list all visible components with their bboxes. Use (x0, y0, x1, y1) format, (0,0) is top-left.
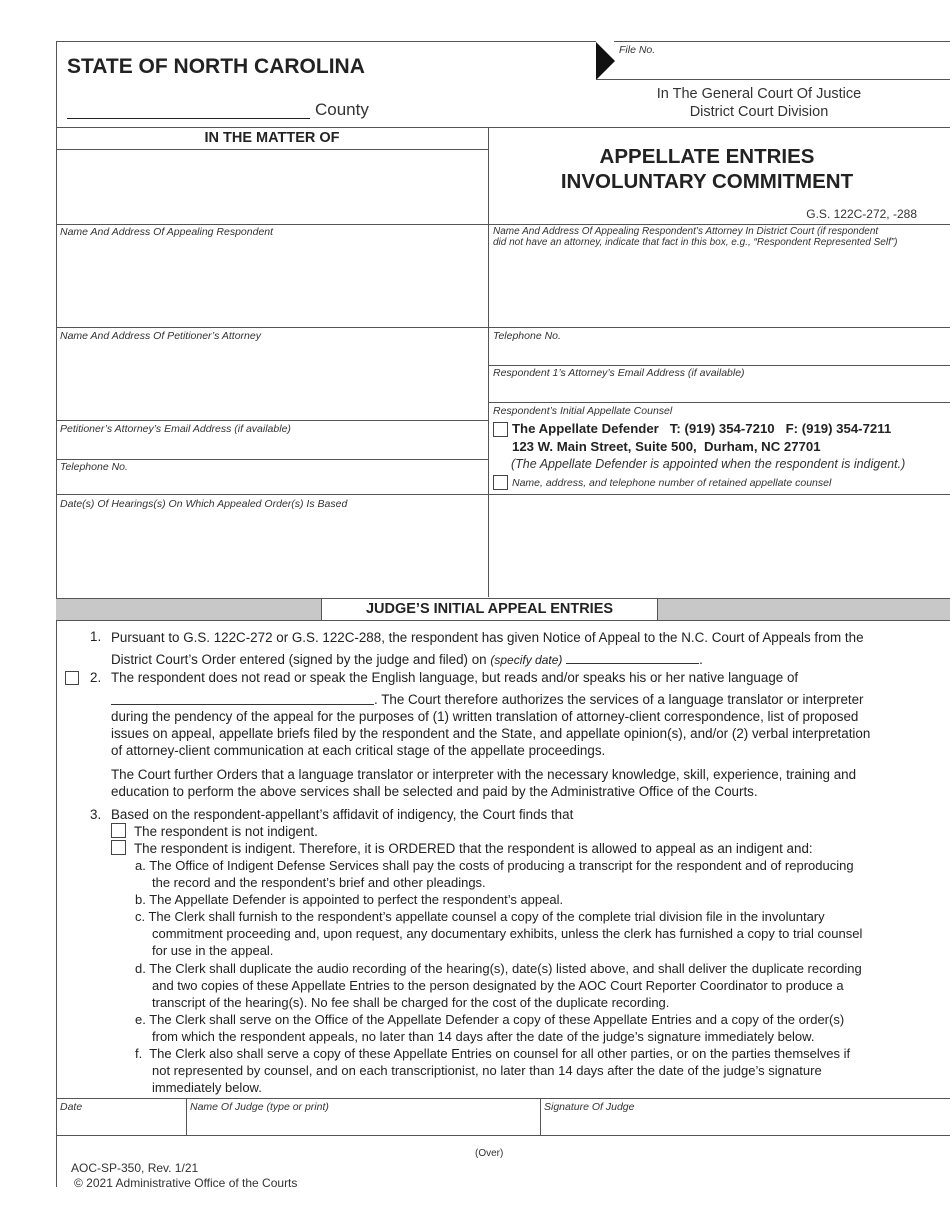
item2-line-2: . The Court therefore authorizes the services of a language translator or interpreter (374, 692, 864, 707)
item3-d-line-3: transcript of the hearing(s). No fee shall be charged for the cost of the duplicate recording. (152, 995, 670, 1010)
row-divider-2 (56, 327, 950, 328)
item3-number: 3. (90, 807, 102, 822)
not-indigent-label: The respondent is not indigent. (134, 824, 318, 839)
appellate-defender-line-2: 123 W. Main Street, Suite 500, Durham, NC 27701 (512, 439, 821, 454)
left-divider-5 (56, 494, 488, 495)
not-indigent-checkbox[interactable] (111, 823, 126, 838)
item2-checkbox[interactable] (65, 671, 79, 685)
item3-intro: Based on the respondent-appellant’s affidavit of indigency, the Court finds that (111, 807, 574, 822)
item2-para2-line-1: The Court further Orders that a language translator or interpreter with the necessary knowledge, skill, experience, training and (111, 767, 857, 782)
item3-e-line-1: e. The Clerk shall serve on the Office of the Appellate Defender a copy of these Appellate Entries and a copy of the order(s) (135, 1012, 845, 1027)
indigent-checkbox[interactable] (111, 840, 126, 855)
respondent-attorney-label-1: Name And Address Of Appealing Respondent’s Attorney In District Court (if respondent (493, 226, 879, 237)
item3-f-line-2: not represented by counsel, and on each transcriptionist, no later than 14 days after the date of the judge’s signature (152, 1063, 822, 1078)
signature-divider-2 (540, 1098, 541, 1135)
header-divider (56, 127, 950, 128)
file-no-label: File No. (619, 44, 656, 56)
petitioner-email-label: Petitioner’s Attorney’s Email Address (if available) (60, 423, 291, 435)
item3-e-line-2: from which the respondent appeals, no later than 14 days after the date of the judge’s signature immediately below. (152, 1029, 815, 1044)
judge-name-label: Name Of Judge (type or print) (190, 1101, 329, 1113)
court-line-2: District Court Division (689, 104, 829, 120)
section-bar-left (56, 598, 321, 621)
right-divider-4 (488, 402, 950, 403)
signature-divider-1 (186, 1098, 187, 1135)
section-bar-right (658, 598, 950, 621)
form-title-2: INVOLUNTARY COMMITMENT (560, 170, 854, 193)
statute-ref: G.S. 122C-272, -288 (806, 207, 917, 221)
item1-line-2-text: District Court’s Order entered (signed by the judge and filed) on (111, 652, 487, 667)
retained-counsel-checkbox[interactable] (493, 475, 508, 490)
court-line-1: In The General Court Of Justice (656, 86, 862, 102)
county-label: County (315, 100, 369, 119)
item1-line-1: Pursuant to G.S. 122C-272 or G.S. 122C-288, the respondent has given Notice of Appeal to the N.C. Court of Appeals from the (111, 630, 864, 645)
over-note: (Over) (475, 1148, 504, 1159)
order-date-field[interactable] (566, 651, 699, 664)
section-title: JUDGE’S INITIAL APPEAL ENTRIES (321, 598, 658, 621)
item2-line-1: The respondent does not read or speak the English language, but reads and/or speaks his or her native language of (111, 670, 799, 685)
item3-d-line-1: d. The Clerk shall duplicate the audio recording of the hearing(s), date(s) listed above, and shall deliver the duplicate recording (135, 961, 862, 976)
indigent-label: The respondent is indigent. Therefore, it is ORDERED that the respondent is allowed to appeal as an indigent and: (134, 841, 813, 856)
signature-row-top (56, 1098, 950, 1099)
matter-of-label: IN THE MATTER OF (204, 130, 340, 146)
left-divider-3 (56, 420, 488, 421)
item3-c-line-1: c. The Clerk shall furnish to the respondent’s appellate counsel a copy of the complete trial division file in the involuntary (135, 909, 825, 924)
item1-specify-date: (specify date) (490, 653, 563, 667)
right-divider-3 (488, 365, 950, 366)
file-no-line[interactable] (596, 79, 950, 80)
item3-c-line-3: for use in the appeal. (152, 943, 274, 958)
item2-para2-line-2: education to perform the above services shall be selected and paid by the Administrative Office of the Courts. (111, 784, 758, 799)
date-field-label: Date (60, 1101, 83, 1113)
signature-row-bottom (56, 1135, 950, 1136)
retained-counsel-label: Name, address, and telephone number of retained appellate counsel (512, 477, 832, 489)
top-border (56, 41, 596, 42)
native-language-field[interactable] (111, 704, 374, 705)
file-no-arrow-icon (596, 42, 616, 82)
item1-end: . (699, 652, 703, 667)
respondent-attorney-label-2: did not have an attorney, indicate that fact in this box, e.g., “Respondent Represented Self”) (493, 237, 898, 248)
item3-c-line-2: commitment proceeding and, upon request, any documentary exhibits, unless the clerk has furnished a copy to trial counsel (152, 926, 863, 941)
item3-a-line-1: a. The Office of Indigent Defense Services shall pay the costs of producing a transcript for the respondent and of reproducing (135, 858, 854, 873)
state-title: STATE OF NORTH CAROLINA (67, 55, 365, 78)
item3-b-line-1: b. The Appellate Defender is appointed to perfect the respondent’s appeal. (135, 892, 564, 907)
appellate-defender-checkbox[interactable] (493, 422, 508, 437)
left-divider-4 (56, 459, 488, 460)
top-border-right (614, 41, 950, 42)
judge-signature-label: Signature Of Judge (544, 1101, 635, 1113)
item3-f-line-3: immediately below. (152, 1080, 262, 1095)
item2-number: 2. (90, 670, 102, 685)
county-line[interactable] (67, 118, 310, 119)
item1-number: 1. (90, 629, 102, 644)
left-telephone-label: Telephone No. (60, 461, 128, 473)
right-divider-5 (488, 494, 950, 495)
item3-d-line-2: and two copies of these Appellate Entries to the person designated by the AOC Court Reporter Coordinator to produce a (152, 978, 844, 993)
item1-line-2 (111, 651, 703, 669)
matter-divider (56, 149, 488, 150)
copyright: © 2021 Administrative Office of the Courts (74, 1176, 298, 1190)
respondent-email-label: Respondent 1’s Attorney’s Email Address (if available) (493, 367, 745, 379)
petitioner-attorney-label: Name And Address Of Petitioner’s Attorney (60, 330, 261, 342)
appellate-defender-note: (The Appellate Defender is appointed when the respondent is indigent.) (511, 457, 906, 471)
center-divider (488, 127, 489, 597)
item3-f-line-1: f. The Clerk also shall serve a copy of these Appellate Entries on counsel for all other parties, or on the parties themselves if (135, 1046, 851, 1061)
hearing-dates-label: Date(s) Of Hearings(s) On Which Appealed Order(s) Is Based (60, 498, 348, 510)
row-divider-1 (56, 224, 950, 225)
appellate-defender-line-1: The Appellate Defender T: (919) 354-7210 F: (919) 354-7211 (512, 421, 892, 436)
item2-line-5: of attorney-client communication at each critical stage of the appellate proceedings. (111, 743, 606, 758)
item2-line-4: issues on appeal, appellate briefs filed by the respondent and the State, and appellate opinion(s), and/or (2) verbal interpretation (111, 726, 871, 741)
initial-counsel-label: Respondent’s Initial Appellate Counsel (493, 405, 673, 417)
item3-a-line-2: the record and the respondent’s brief and other pleadings. (152, 875, 486, 890)
form-id: AOC-SP-350, Rev. 1/21 (71, 1161, 199, 1175)
form-title-1: APPELLATE ENTRIES (599, 145, 815, 168)
right-telephone-label: Telephone No. (493, 330, 561, 342)
item2-line-3: during the pendency of the appeal for the purposes of (1) written translation of attorney-client correspondence, list of proposed (111, 709, 859, 724)
appealing-respondent-label: Name And Address Of Appealing Respondent (60, 226, 274, 238)
